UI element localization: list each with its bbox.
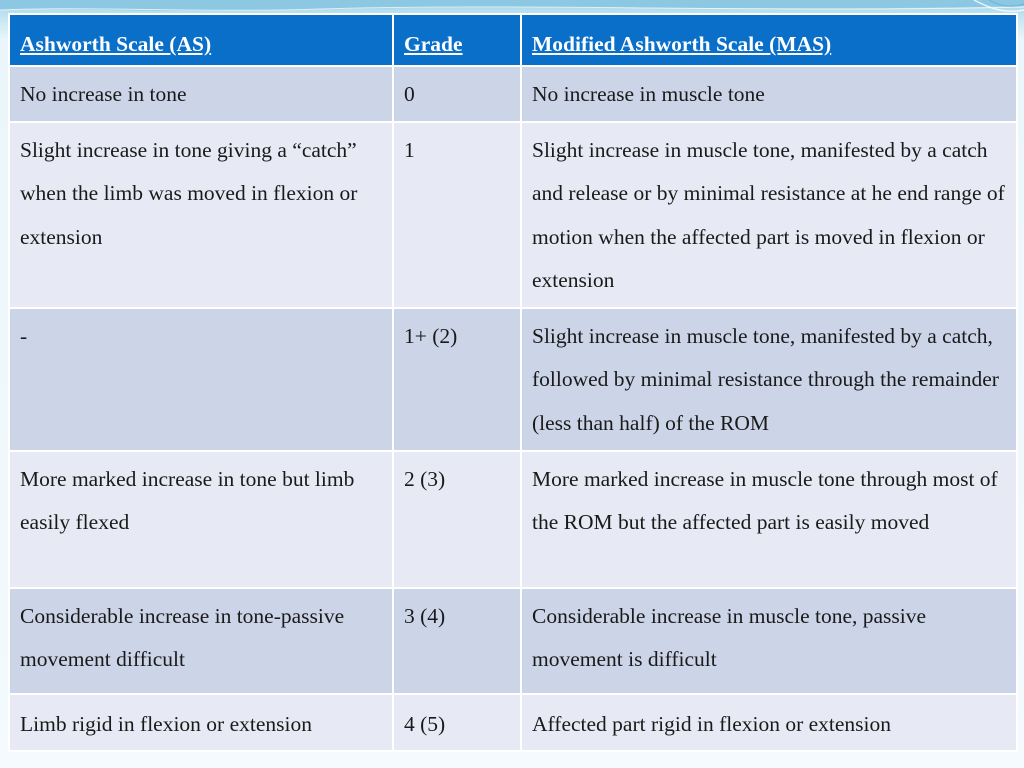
grade-value: 1	[404, 137, 415, 162]
grade-cell	[393, 122, 521, 308]
top-wave-decoration	[0, 0, 1024, 14]
mas-cell	[521, 588, 1017, 694]
mas-description: Slight increase in muscle tone, manifested by a catch, followed by minimal resistance through the remainder (less than half) of the ROM	[532, 323, 999, 435]
grade-value: 3 (4)	[404, 603, 446, 628]
mas-cell	[521, 451, 1017, 588]
table-row	[9, 122, 1017, 308]
table-row	[9, 694, 1017, 752]
header-ashworth-scale: Ashworth Scale (AS)	[9, 14, 393, 66]
mas-cell	[521, 122, 1017, 308]
table-row	[9, 588, 1017, 694]
as-cell	[9, 308, 393, 451]
mas-description: Slight increase in muscle tone, manifested by a catch and release or by minimal resistance at he end range of motion when the affected part is moved in flexion or extension	[532, 137, 1005, 292]
as-description: No increase in tone	[20, 82, 187, 106]
mas-description: More marked increase in muscle tone through most of the ROM but the affected part is easily moved	[532, 466, 998, 534]
grade-value: 0	[404, 82, 415, 106]
mas-description: Affected part rigid in flexion or extension	[532, 711, 892, 736]
grade-cell	[393, 66, 521, 122]
as-cell	[9, 588, 393, 694]
grade-value: 2 (3)	[404, 466, 446, 491]
mas-cell	[521, 694, 1017, 752]
table-header-row	[9, 14, 1017, 66]
grade-cell	[393, 588, 521, 694]
as-description: More marked increase in tone but limb easily flexed	[20, 466, 355, 534]
grade-cell	[393, 694, 521, 752]
as-cell	[9, 694, 393, 752]
grade-cell	[393, 308, 521, 451]
header-grade: Grade	[393, 14, 521, 66]
mas-description: No increase in muscle tone	[532, 82, 765, 106]
table-row	[9, 451, 1017, 588]
table-row	[9, 66, 1017, 122]
mas-cell	[521, 308, 1017, 451]
mas-cell	[521, 66, 1017, 122]
header-modified-ashworth-scale: Modified Ashworth Scale (MAS)	[521, 14, 1017, 66]
as-description: Slight increase in tone giving a “catch” when the limb was moved in flexion or extension	[20, 137, 358, 249]
as-cell	[9, 66, 393, 122]
as-description: Limb rigid in flexion or extension	[20, 711, 312, 736]
mas-description: Considerable increase in muscle tone, passive movement is difficult	[532, 603, 927, 671]
ashworth-comparison-table	[8, 13, 1018, 752]
table-row	[9, 308, 1017, 451]
grade-cell	[393, 451, 521, 588]
grade-value: 1+ (2)	[404, 323, 458, 348]
as-cell	[9, 451, 393, 588]
as-description: Considerable increase in tone-passive movement difficult	[20, 603, 345, 671]
as-description: -	[20, 323, 28, 348]
grade-value: 4 (5)	[404, 711, 446, 736]
as-cell	[9, 122, 393, 308]
